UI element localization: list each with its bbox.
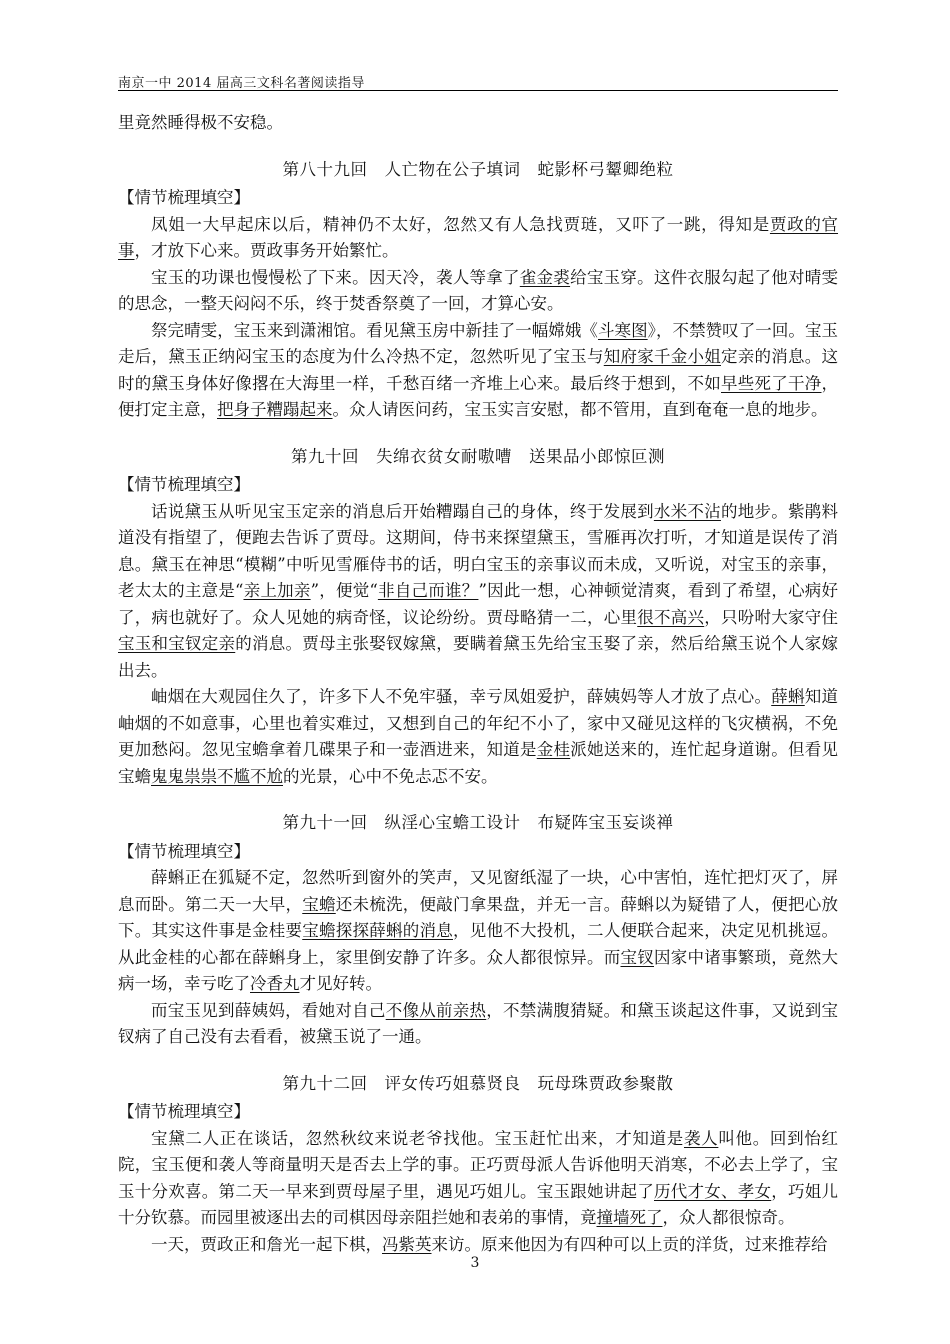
fill-blank-answer: 金桂 — [536, 740, 571, 759]
text-run: 还未梳洗，便敲门拿果盘，并无一言。薛蝌以为疑错了人，便把心放下。其实这件事是金桂要 — [118, 894, 838, 940]
text-run: 给宝玉穿。这件衣服勾起了他对晴雯的思念，一整天闷闷不乐，终于焚香祭奠了一回，才算心安。 — [118, 267, 839, 313]
chapter-title: 第九十二回 评女传巧姐慕贤良 玩母珠贾政参聚散 — [282, 1073, 674, 1093]
document-body — [118, 110, 838, 1258]
text-run: 的光景，心中不免忐忑不安。 — [283, 766, 498, 786]
fill-blank-answer: 撞墙死了 — [596, 1208, 663, 1227]
text-run: 薛蝌正在狐疑不定，忽然听到窗外的笑声，又见窗纸湿了一块，心中害怕，连忙把灯灭了，屏息而卧。第二天一大早， — [118, 868, 838, 914]
text-run: 的地步。紫鹃料道没有指望了，便跑去告诉了贾母。这期间，侍书来探望黛玉，雪雁再次打听，才知道是误传了消息。黛玉在神思“模糊”中听见雪雁侍书的话，明白宝玉的亲事议而未成，又听说，对宝玉的亲事，老太太的主意是“ — [118, 501, 839, 600]
text-run: ，巧姐儿十分钦慕。而园里被逐出去的司棋因母亲阻拦她和表弟的事情，竟 — [118, 1181, 838, 1227]
text-run: 派她送来的，连忙起身道谢。但看见宝蟾 — [118, 740, 838, 786]
paragraph — [118, 865, 838, 998]
fill-blank-answer: 水米不沾 — [653, 501, 721, 521]
paragraph — [118, 318, 838, 424]
section-label: 【情节梳理填空】 — [118, 475, 250, 494]
fill-blank-answer: 雀金裘 — [519, 267, 571, 287]
fill-blank-answer: 把身子糟蹋起来 — [217, 400, 333, 419]
text-run: ，才放下心来。贾政事务开始繁忙。 — [134, 241, 399, 260]
paragraph — [118, 998, 838, 1051]
fill-blank-answer: 冯紫英 — [382, 1234, 432, 1254]
text-run: 一天，贾政正和詹光一起下棋， — [151, 1234, 382, 1254]
fill-blank-answer: 不像从前亲热 — [385, 1000, 487, 1020]
paragraph — [118, 684, 838, 790]
page-header: 南京一中 2014 届高三文科名著阅读指导 — [118, 76, 365, 91]
text-run: ，不禁满腹猜疑。和黛玉谈起这件事，又说到宝钗病了自己没有去看看，被黛玉说了一通。 — [118, 1000, 839, 1046]
text-run: 因家中诸事繁琐，竟然大病一场，幸亏吃了 — [118, 947, 838, 993]
fill-blank-answer: 非自己而谁？ — [377, 581, 479, 600]
chapter-title: 第八十九回 人亡物在公子填词 蛇影杯弓颦卿绝粒 — [282, 159, 674, 179]
fill-blank-answer: 很不高兴 — [637, 607, 705, 627]
chapter-section — [118, 1071, 838, 1259]
chapter-title: 第九十回 失绵衣贫女耐嗷嘈 送果品小郎惊叵测 — [291, 446, 665, 466]
text-run: 宝玉的功课也慢慢松了下来。因天冷，袭人等拿了 — [151, 267, 520, 287]
text-run: ，见他不大投机，二人便联合起来，决定见机挑逗。从此金桂的心都在薛蝌身上，家里倒安静了许多。众人都很惊异。而 — [118, 921, 838, 967]
text-run: 。众人请医问药，宝玉实言安慰，都不管用，直到奄奄一息的地步。 — [332, 400, 828, 419]
section-label: 【情节梳理填空】 — [118, 1102, 250, 1121]
text-run: 叫他。回到怡红院，宝玉便和袭人等商量明天是否去上学的事。正巧贾母派人告诉他明天消寒，不必去上学了，宝玉十分欢喜。第二天一早来到贾母屋子里，遇见巧姐儿。宝玉跟她讲起了 — [118, 1128, 839, 1201]
fill-blank-answer: 斗寒图 — [597, 320, 648, 340]
text-run: 宝黛二人正在谈话，忽然秋纹来说老爷找他。宝玉赶忙出来，才知道是 — [151, 1128, 684, 1148]
chapter-list — [118, 157, 838, 1259]
fill-blank-answer: 知府家千金小姐 — [603, 347, 721, 366]
text-run: ”因此一想，心神顿觉清爽，看到了希望，心病好了，病也就好了。众人见她的病奇怪，议论纷纷。贾母略猜一二，心里 — [118, 581, 839, 627]
text-run: 的消息。贾母主张娶钗嫁黛，要瞒着黛玉先给宝玉娶了亲，然后给黛玉说个人家嫁出去。 — [118, 634, 838, 680]
chapter-title: 第九十一回 纵淫心宝蟾工设计 布疑阵宝玉妄谈禅 — [282, 813, 674, 832]
fill-blank-answer: 冷香丸 — [250, 974, 300, 993]
text-run: 来访。原来他因为有四种可以上贡的洋货，过来推荐给 — [431, 1234, 828, 1254]
fill-blank-answer: 薛蝌 — [771, 687, 805, 706]
page-number: 3 — [470, 1255, 480, 1271]
text-run: 凤姐一大早起床以后，精神仍不太好，忽然又有人急找贾琏，又吓了一跳，得知是 — [151, 214, 770, 234]
paragraph — [118, 265, 838, 318]
text-run: 话说黛玉从听见宝玉定亲的消息后开始糟蹋自己的身体，终于发展到 — [151, 501, 654, 521]
text-run: 才见好转。 — [299, 974, 382, 993]
text-run: 岫烟在大观园住久了，许多下人不免牢骚，幸亏凤姐爱护，薛姨妈等人才放了点心。 — [151, 687, 772, 706]
text-run: 而宝玉见到薛姨妈，看她对自己 — [151, 1000, 386, 1020]
chapter-section — [118, 157, 838, 424]
fill-blank-answer: 历代才女、孝女 — [654, 1181, 772, 1201]
text-run: 》，不禁赞叹了一回。宝玉走后，黛玉正纳闷宝玉的态度为什么冷热不定，忽然听见了宝玉与 — [118, 320, 839, 366]
fill-blank-answer: 早些死了干净 — [721, 373, 822, 393]
section-label: 【情节梳理填空】 — [118, 841, 250, 861]
chapter-section — [118, 810, 838, 1051]
text-run: ，只吩咐大家守住 — [704, 607, 838, 627]
fill-blank-answer: 袭人 — [683, 1128, 719, 1148]
paragraph — [118, 499, 838, 685]
fill-blank-answer: 鬼鬼祟祟不尴不尬 — [151, 766, 283, 786]
fill-blank-answer: 贾政的官事 — [118, 214, 839, 260]
text-run: 祭完晴雯，宝玉来到潇湘馆。看见黛玉房中新挂了一幅嫦娥《 — [151, 320, 598, 340]
chapter-section — [118, 444, 838, 791]
text-run: 定亲的消息。这时的黛玉身体好像撂在大海里一样，千愁百绪一齐堆上心来。最后终于想到，不如 — [118, 347, 838, 393]
fill-blank-answer: 宝玉和宝钗定亲 — [118, 634, 236, 653]
paragraph — [118, 212, 838, 265]
section-label: 【情节梳理填空】 — [118, 188, 250, 207]
fill-blank-answer: 宝蟾 — [302, 894, 336, 914]
text-run: ”，便觉“ — [310, 581, 378, 600]
header-divider — [118, 90, 838, 91]
fill-blank-answer: 宝蟾探探薛蝌的消息 — [302, 921, 453, 940]
fill-blank-answer: 亲上加亲 — [243, 581, 311, 600]
fill-blank-answer: 宝钗 — [620, 947, 654, 967]
text-run: ，众人都很惊奇。 — [662, 1208, 795, 1227]
paragraph — [118, 1126, 838, 1232]
text-run: ，便打定主意， — [118, 373, 838, 419]
intro-line: 里竟然睡得极不安稳。 — [118, 113, 283, 132]
text-run: 知道岫烟的不如意事，心里也着实难过，又想到自己的年纪不小了，家中又碰见这样的飞灾横祸，不免更加愁闷。忽见宝蟾拿着几碟果子和一壶酒进来，知道是 — [118, 687, 839, 759]
